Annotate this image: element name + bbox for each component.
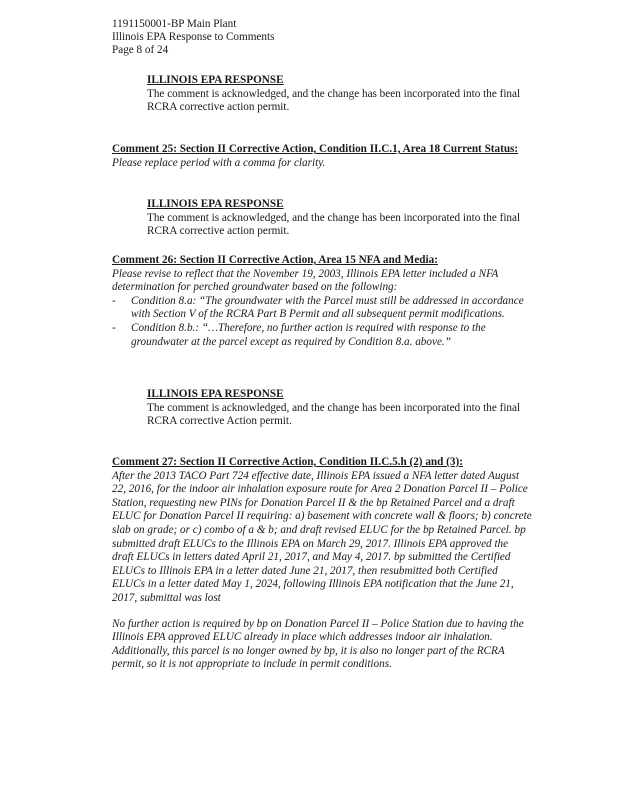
comment-title: Comment 26: Section II Corrective Action, Area 15 NFA and Media: <box>112 254 438 266</box>
bullet-item: - Condition 8.a: “The groundwater with the Parcel must still be addressed in accordance with Section V of the RCRA Part B Permit and all subsequent permit modifications. <box>112 294 524 321</box>
response-heading: ILLINOIS EPA RESPONSE <box>147 388 284 400</box>
comment-body: Please revise to reflect that the November 19, 2003, Illinois EPA letter included a NFA determination for perched groundwater based on the following: <box>112 267 499 294</box>
response-text: The comment is acknowledged, and the change has been incorporated into the final RCRA corrective Action permit. <box>147 401 521 428</box>
comment-body: Please replace period with a comma for clarity. <box>112 156 326 169</box>
bullet-text: Condition 8.b.: “…Therefore, no further action is required with response to the groundwater at the parcel except as required by Condition 8.a. above.” <box>131 321 486 348</box>
header-page-number: Page 8 of 24 <box>112 44 169 56</box>
comment-body: After the 2013 TACO Part 724 effective date, Illinois EPA issued a NFA letter dated August 22, 2016, for the indoor air inhalation exposure route for Area 2 Donation Parcel II – Police Station, requesting new PINs for Donation Parcel II & the bp Retained Parcel and a draft ELUC for Donation Parcel II requiring: a) basement with concrete wall & floors; b) concrete slab on grade; or c) combo of a & b; and draft revised ELUC for the bp Retained Parcel. bp submitted draft ELUCs to the Illinois EPA on March 29, 2017. Illinois EPA approved the draft ELUCs in letters dated April 21, 2017, and May 4, 2017. bp submitted the Certified ELUCs to Illinois EPA in a letter dated June 21, 2017, then resubmitted both Certified ELUCs in a letter dated May 1, 2024, following Illinois EPA notification that the June 21, 2017, submittal was lost <box>112 469 532 604</box>
comment-26-response <box>147 388 532 429</box>
response-top <box>147 74 532 115</box>
header-title: Illinois EPA Response to Comments <box>112 31 275 43</box>
response-text: The comment is acknowledged, and the change has been incorporated into the final RCRA corrective action permit. <box>147 211 521 238</box>
header-facility: 1191150001-BP Main Plant <box>112 18 237 30</box>
comment-25-response <box>147 198 532 239</box>
comment-26 <box>112 254 532 349</box>
page-header <box>112 18 274 57</box>
comment-title: Comment 25: Section II Corrective Action, Condition II.C.1, Area 18 Current Status: <box>112 143 519 155</box>
comment-title: Comment 27: Section II Corrective Action, Condition II.C.5.h (2) and (3): <box>112 456 463 468</box>
comment-body-2: No further action is required by bp on Donation Parcel II – Police Station due to having the Illinois EPA approved ELUC already in place which addresses indoor air inhalation. Additionally, this parcel is no longer owned by bp, it is also no longer part of the RCRA permit, so it is not appropriate to include in permit conditions. <box>112 617 524 671</box>
comment-27 <box>112 456 532 672</box>
response-text: The comment is acknowledged, and the change has been incorporated into the final RCRA corrective action permit. <box>147 87 521 114</box>
response-heading: ILLINOIS EPA RESPONSE <box>147 74 284 86</box>
comment-25 <box>112 143 532 170</box>
response-heading: ILLINOIS EPA RESPONSE <box>147 198 284 210</box>
bullet-item: - Condition 8.b.: “…Therefore, no further action is required with response to the groundwater at the parcel except as required by Condition 8.a. above.” <box>112 321 486 348</box>
bullet-text: Condition 8.a: “The groundwater with the Parcel must still be addressed in accordance with Section V of the RCRA Part B Permit and all subsequent permit modifications. <box>131 294 524 321</box>
